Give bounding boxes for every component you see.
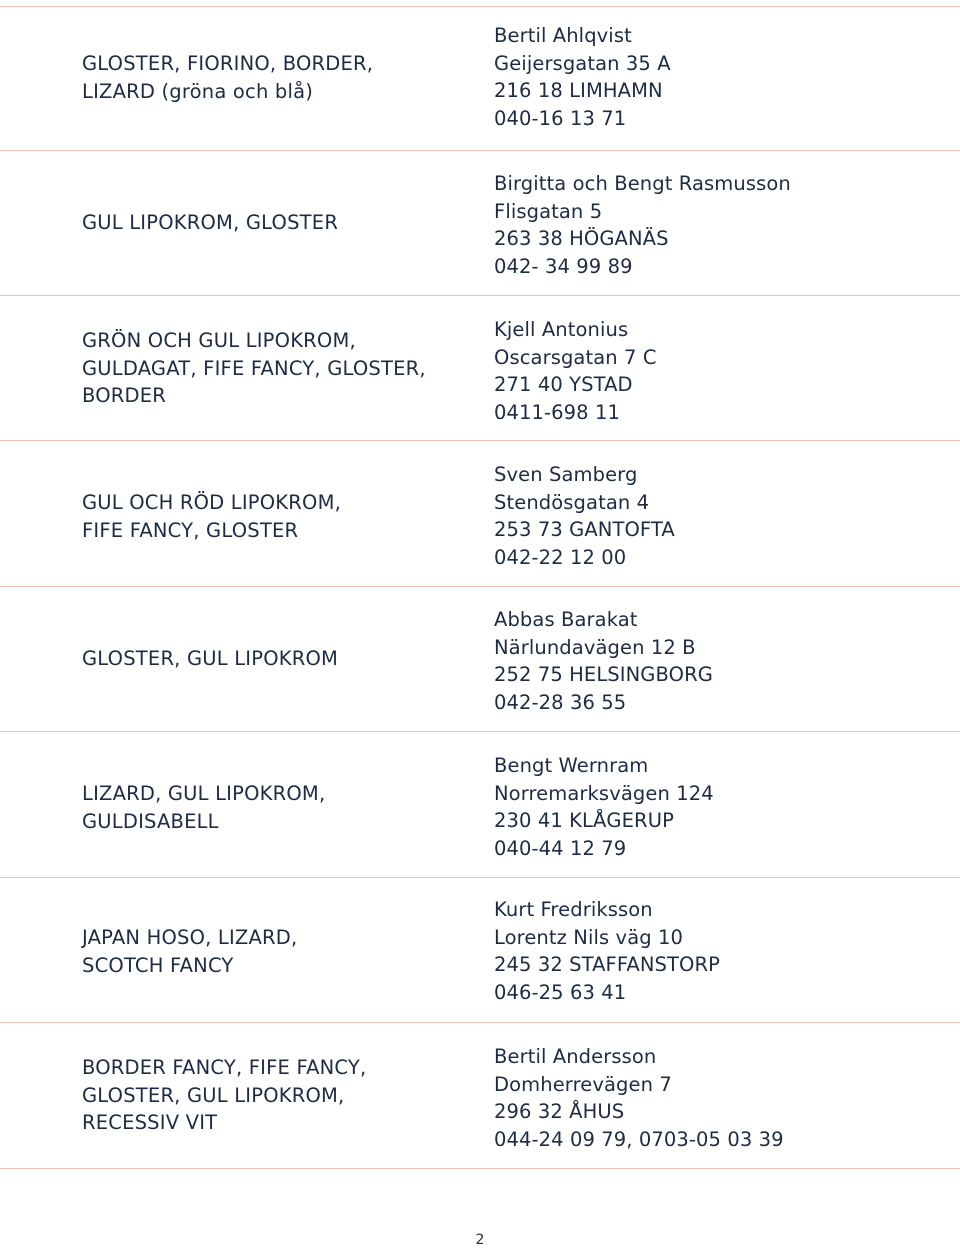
contact-card [494, 1043, 934, 1153]
contact-phone: 042-22 12 00 [494, 545, 627, 569]
divider [0, 6, 960, 7]
contact-postal: 230 41 KLÅGERUP [494, 809, 674, 832]
contact-postal: 253 73 GANTOFTA [494, 518, 675, 541]
contact-name: Bertil Andersson [494, 1045, 657, 1068]
contact-postal: 263 38 HÖGANÄS [494, 227, 669, 250]
breed-line: GLOSTER, GUL LIPOKROM, [82, 1083, 345, 1107]
breed-list [82, 489, 462, 544]
contact-phone: 042- 34 99 89 [494, 254, 633, 278]
contact-phone: 042-28 36 55 [494, 690, 627, 714]
breed-line: GLOSTER, FIORINO, BORDER, [82, 52, 374, 75]
breed-line: GULDISABELL [82, 809, 219, 833]
breed-line: SCOTCH FANCY [82, 953, 234, 977]
contact-street: Lorentz Nils väg 10 [494, 925, 684, 949]
contact-phone: 046-25 63 41 [494, 980, 627, 1004]
breed-list [82, 780, 462, 835]
contact-postal: 252 75 HELSINGBORG [494, 663, 713, 686]
contact-postal: 245 32 STAFFANSTORP [494, 953, 720, 976]
breed-list [82, 50, 462, 105]
contact-card [494, 752, 934, 862]
contact-card [494, 896, 934, 1006]
divider [0, 731, 960, 732]
contact-postal: 216 18 LIMHAMN [494, 79, 663, 102]
breed-line: JAPAN HOSO, LIZARD, [82, 926, 298, 949]
contact-name: Kurt Fredriksson [494, 898, 653, 921]
contact-phone: 040-16 13 71 [494, 106, 627, 130]
contact-phone: 0411-698 11 [494, 400, 620, 424]
contact-name: Bertil Ahlqvist [494, 24, 632, 47]
contact-street: Stendösgatan 4 [494, 490, 650, 514]
contact-street: Domherrevägen 7 [494, 1072, 672, 1096]
contact-card [494, 316, 934, 426]
breed-line: GUL OCH RÖD LIPOKROM, [82, 491, 342, 514]
contact-street: Norremarksvägen 124 [494, 781, 714, 805]
contact-name: Abbas Barakat [494, 608, 638, 631]
breed-line: RECESSIV VIT [82, 1111, 218, 1134]
contact-name: Kjell Antonius [494, 318, 629, 341]
contact-name: Bengt Wernram [494, 754, 649, 777]
contact-name: Sven Samberg [494, 463, 638, 486]
breed-line: BORDER [82, 384, 167, 407]
breed-list [82, 327, 462, 410]
breed-line: GRÖN OCH GUL LIPOKROM, [82, 329, 356, 352]
breed-line: GULDAGAT, FIFE FANCY, GLOSTER, [82, 356, 426, 380]
page-number: 2 [475, 1232, 485, 1248]
divider [0, 877, 960, 878]
contact-street: Geijersgatan 35 A [494, 51, 671, 75]
breed-line: BORDER FANCY, FIFE FANCY, [82, 1056, 367, 1079]
breed-line: GUL LIPOKROM, GLOSTER [82, 211, 339, 234]
breed-list [82, 924, 462, 979]
divider [0, 586, 960, 587]
breed-line: GLOSTER, GUL LIPOKROM [82, 647, 339, 670]
breed-line: LIZARD (gröna och blå) [82, 79, 314, 103]
contact-card [494, 22, 934, 132]
breed-line: LIZARD, GUL LIPOKROM, [82, 782, 326, 805]
contact-card [494, 170, 934, 280]
contact-card [494, 606, 934, 716]
breed-line: FIFE FANCY, GLOSTER [82, 518, 299, 542]
contact-street: Flisgatan 5 [494, 199, 603, 223]
contact-street: Närlundavägen 12 B [494, 635, 696, 659]
divider [0, 1022, 960, 1023]
divider [0, 440, 960, 441]
divider [0, 1168, 960, 1169]
contact-phone: 040-44 12 79 [494, 836, 627, 860]
contact-postal: 296 32 ÅHUS [494, 1100, 625, 1123]
divider [0, 150, 960, 151]
contact-name: Birgitta och Bengt Rasmusson [494, 172, 791, 195]
breed-list [82, 645, 462, 673]
contact-postal: 271 40 YSTAD [494, 373, 633, 396]
breed-list [82, 1054, 462, 1137]
breed-list [82, 209, 462, 237]
contact-street: Oscarsgatan 7 C [494, 345, 657, 369]
contact-card [494, 461, 934, 571]
contact-phone: 044-24 09 79, 0703-05 03 39 [494, 1127, 784, 1151]
divider [0, 295, 960, 296]
